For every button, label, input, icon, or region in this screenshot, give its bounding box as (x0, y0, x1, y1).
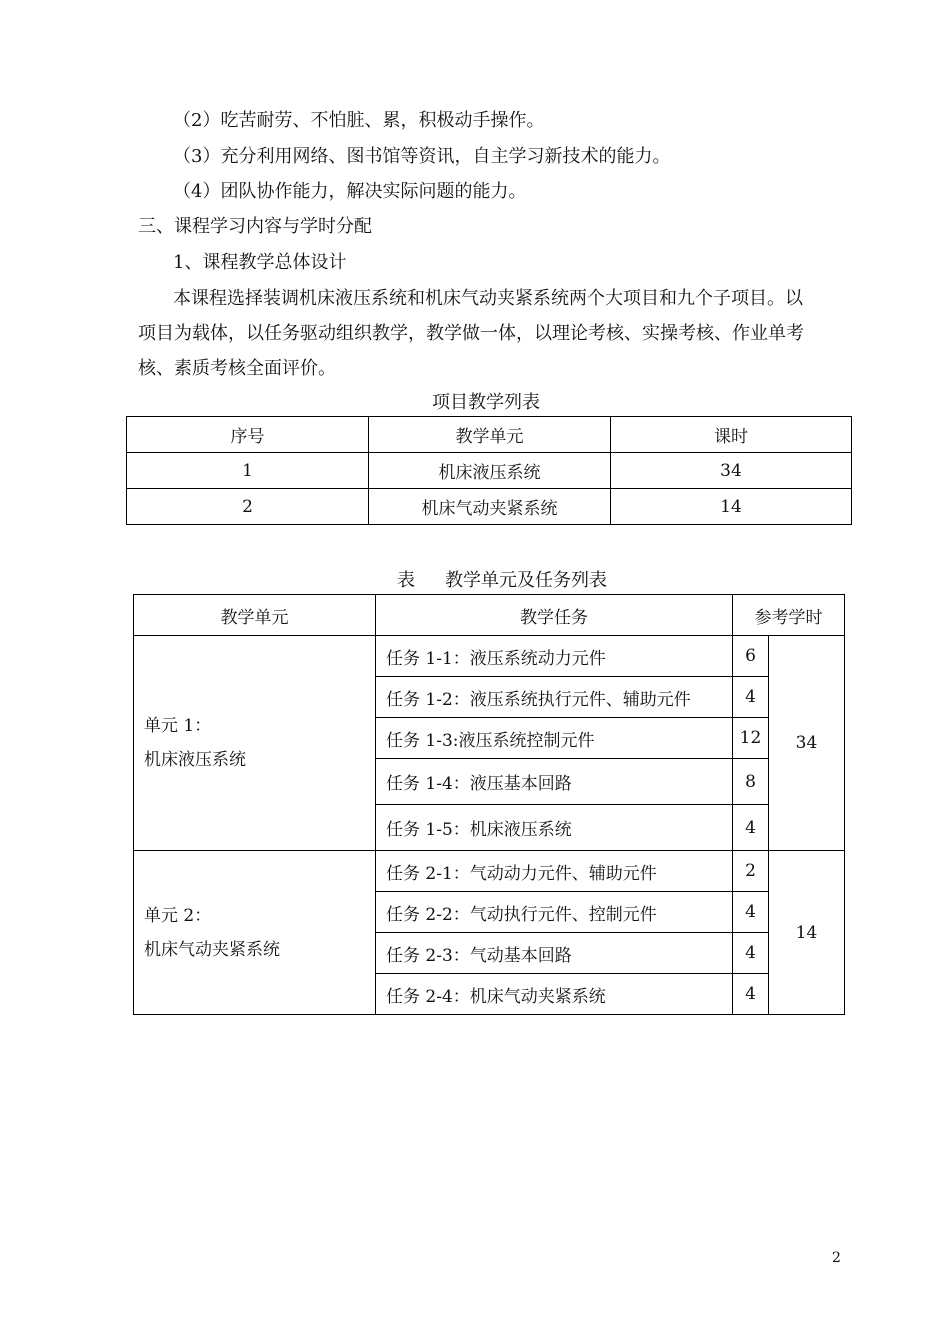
section-heading: 三、课程学习内容与学时分配 (138, 216, 372, 237)
page-number: 2 (832, 1250, 841, 1266)
unit-cell (134, 851, 376, 1015)
header-cell: 课时 (611, 417, 852, 453)
unit-name: 机床液压系统 (144, 750, 246, 770)
task-cell: 任务 2-4：机床气动夹紧系统 (376, 974, 733, 1015)
table1-caption: 项目教学列表 (432, 392, 540, 413)
hours-cell: 6 (733, 636, 769, 677)
unit-name: 单元 1： (144, 716, 212, 736)
table-cell: 1 (127, 453, 369, 489)
table-cell: 机床气动夹紧系统 (369, 489, 611, 525)
paragraph-line: 核、素质考核全面评价。 (138, 358, 336, 379)
header-cell: 教学任务 (376, 595, 733, 636)
table-row (134, 851, 845, 892)
unit-name: 单元 2： (144, 905, 212, 926)
hours-cell: 2 (733, 851, 769, 892)
table-header-row (134, 595, 845, 636)
paragraph-line: 本课程选择装调机床液压系统和机床气动夹紧系统两个大项目和九个子项目。以 (173, 288, 803, 309)
hours-cell: 4 (733, 933, 769, 974)
table-cell: 2 (127, 489, 369, 525)
task-cell: 任务 1-2：液压系统执行元件、辅助元件 (376, 677, 733, 718)
task-cell: 任务 2-2：气动执行元件、控制元件 (376, 892, 733, 933)
unit-name: 机床气动夹紧系统 (144, 939, 280, 960)
task-cell: 任务 1-4：液压基本回路 (376, 759, 733, 805)
table-cell: 14 (611, 489, 852, 525)
header-cell: 序号 (127, 417, 369, 453)
header-cell: 教学单元 (369, 417, 611, 453)
hours-cell: 4 (733, 974, 769, 1015)
task-cell: 任务 1-1：液压系统动力元件 (376, 636, 733, 677)
table2-caption-prefix: 表 (397, 570, 415, 591)
unit-cell (134, 636, 376, 851)
subheading: 1、课程教学总体设计 (173, 252, 347, 273)
ability-item: （4）团队协作能力，解决实际问题的能力。 (173, 181, 527, 202)
unit-task-table (133, 594, 845, 1015)
table-row (127, 489, 852, 525)
table-row (127, 453, 852, 489)
project-table (126, 416, 852, 525)
table-header-row (127, 417, 852, 453)
table-cell: 机床液压系统 (369, 453, 611, 489)
hours-cell: 4 (733, 892, 769, 933)
header-cell: 参考学时 (733, 595, 845, 636)
task-cell: 任务 1-5：机床液压系统 (376, 805, 733, 851)
table-cell: 34 (611, 453, 852, 489)
task-cell: 任务 1-3:液压系统控制元件 (376, 718, 733, 759)
ability-item: （3）充分利用网络、图书馆等资讯，自主学习新技术的能力。 (173, 146, 671, 167)
ability-item: （2）吃苦耐劳、不怕脏、累，积极动手操作。 (173, 110, 545, 131)
hours-cell: 4 (733, 805, 769, 851)
total-hours-cell: 14 (769, 851, 845, 1015)
hours-cell: 12 (733, 718, 769, 759)
table2-caption: 教学单元及任务列表 (445, 570, 607, 591)
hours-cell: 8 (733, 759, 769, 805)
task-cell: 任务 2-3：气动基本回路 (376, 933, 733, 974)
hours-cell: 4 (733, 677, 769, 718)
task-cell: 任务 2-1：气动动力元件、辅助元件 (376, 851, 733, 892)
paragraph-line: 项目为载体，以任务驱动组织教学，教学做一体，以理论考核、实操考核、作业单考 (138, 323, 804, 344)
total-hours-cell: 34 (769, 636, 845, 851)
header-cell: 教学单元 (134, 595, 376, 636)
table-row (134, 636, 845, 677)
